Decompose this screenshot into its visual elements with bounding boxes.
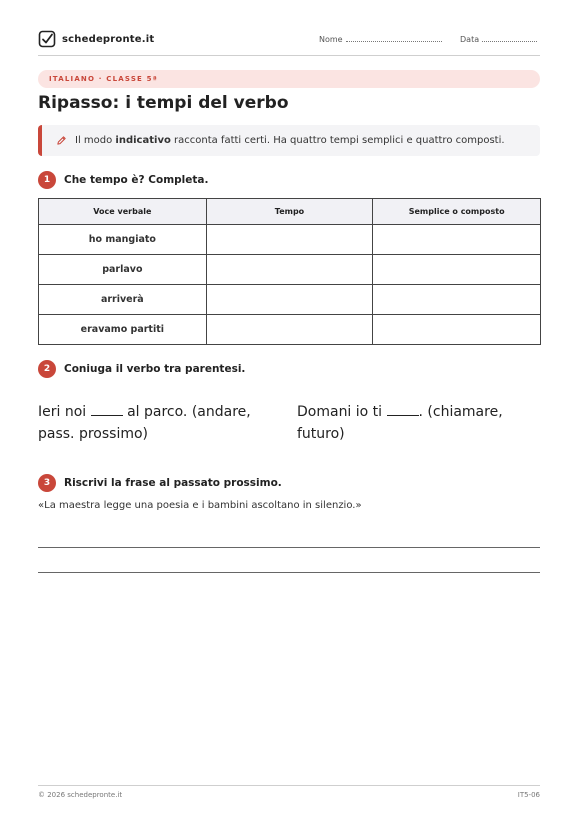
item-text-before: Domani io ti (297, 404, 387, 420)
table-row (39, 285, 541, 315)
answer-blank[interactable] (387, 404, 419, 416)
sentence-to-rewrite: «La maestra legge una poesia e i bambini ascoltano in silenzio.» (38, 500, 362, 511)
info-note (38, 125, 540, 156)
checkbox-icon (38, 30, 56, 48)
question-2 (38, 360, 245, 378)
verb-cell: arriverà (39, 285, 207, 315)
name-field (319, 35, 442, 44)
brand-logo (38, 30, 154, 48)
page-footer (38, 785, 540, 799)
question-text: Riscrivi la frase al passato prossimo. (64, 477, 282, 489)
question-text: Che tempo è? Completa. (64, 174, 209, 186)
name-line (346, 35, 442, 42)
answer-cell[interactable] (373, 255, 541, 285)
answer-blank[interactable] (91, 404, 123, 416)
question-number: 2 (38, 360, 56, 378)
answer-cell[interactable] (373, 315, 541, 345)
answer-cell[interactable] (206, 315, 373, 345)
date-label: Data (460, 35, 480, 44)
date-line (482, 35, 537, 42)
note-text (75, 135, 505, 146)
answer-cell[interactable] (206, 225, 373, 255)
verb-cell: parlavo (39, 255, 207, 285)
conjugation-item-1 (38, 401, 278, 445)
item-text-after: al parco. (andare, pass. prossimo) (38, 404, 251, 442)
writing-line[interactable] (38, 547, 540, 548)
page-title: Ripasso: i tempi del verbo (38, 93, 289, 113)
note-after: racconta fatti certi. Ha quattro tempi semplici e quattro composti. (170, 135, 505, 146)
copyright: © 2026 schedepronte.it (38, 791, 123, 799)
column-header: Semplice o composto (373, 199, 541, 225)
question-1 (38, 171, 208, 189)
date-field (460, 35, 537, 44)
table-row (39, 225, 541, 255)
question-text: Coniuga il verbo tra parentesi. (64, 363, 246, 375)
note-bold: indicativo (115, 135, 171, 146)
table-header-row (39, 199, 541, 225)
tense-table (38, 198, 541, 345)
conjugation-item-2 (297, 401, 537, 445)
subject-badge: ITALIANO · CLASSE 5ª (38, 70, 540, 88)
pencil-icon (56, 135, 67, 146)
item-text-before: Ieri noi (38, 404, 91, 420)
note-before: Il modo (75, 135, 116, 146)
answer-cell[interactable] (206, 285, 373, 315)
name-label: Nome (319, 35, 343, 44)
verb-cell: ho mangiato (39, 225, 207, 255)
answer-cell[interactable] (373, 285, 541, 315)
answer-cell[interactable] (373, 225, 541, 255)
question-number: 1 (38, 171, 56, 189)
verb-cell: eravamo partiti (39, 315, 207, 345)
answer-cell[interactable] (206, 255, 373, 285)
column-header: Tempo (206, 199, 373, 225)
question-3 (38, 474, 282, 492)
item-text-after: . (chiamare, futuro) (297, 404, 503, 442)
page-header (38, 28, 540, 56)
question-number: 3 (38, 474, 56, 492)
table-row (39, 255, 541, 285)
worksheet-code: IT5-06 (517, 791, 540, 799)
writing-line[interactable] (38, 572, 540, 573)
column-header: Voce verbale (39, 199, 207, 225)
table-row (39, 315, 541, 345)
brand-name: schedepronte.it (62, 33, 155, 45)
